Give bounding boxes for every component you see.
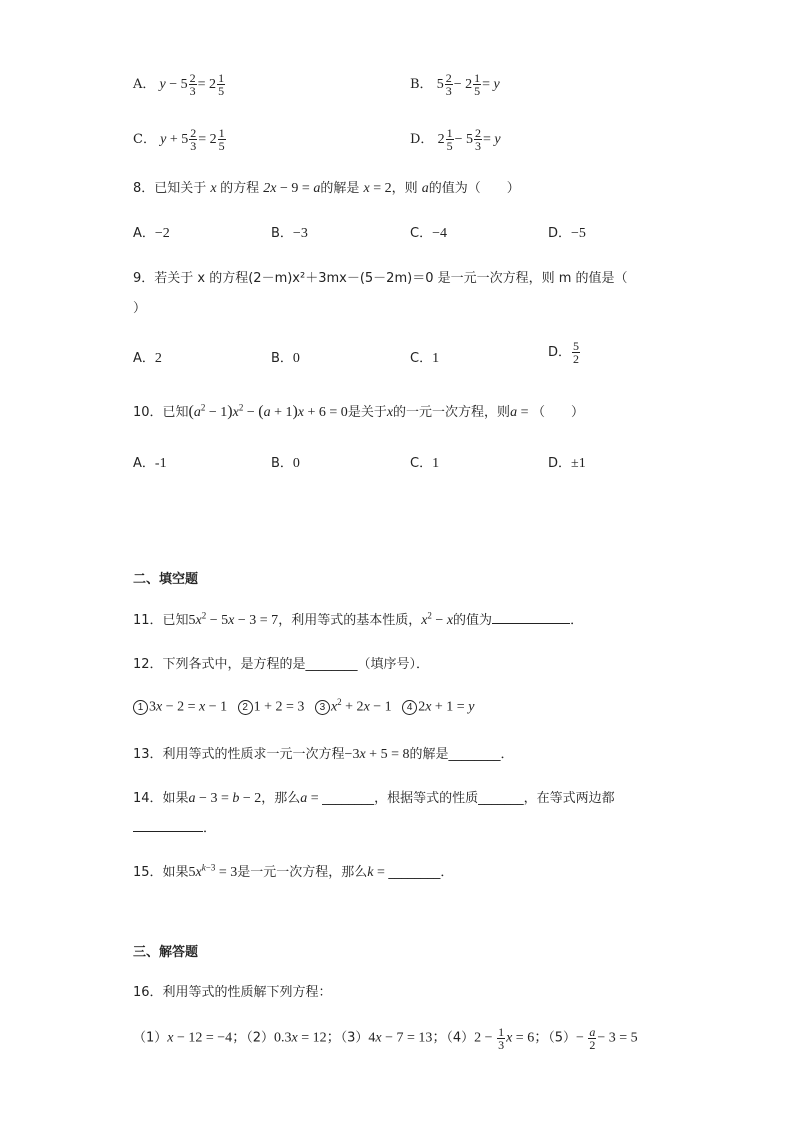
q16: 16．利用等式的性质解下列方程： [133, 985, 332, 1000]
q9-option-b: B．0 [271, 351, 300, 366]
q8-option-c: C．−4 [410, 226, 447, 241]
section-heading-fill-blank: 二、填空题 [133, 572, 199, 587]
q7-option-c: C． y + 5 $\frac{2}{3}$ = 2 $\frac{1}{5}$ [133, 126, 225, 153]
q10-stem: 10．已知$(a^2 - 1)x^2 - (a + 1)x + 6 = 0$是关于x的一元一次方程，则a = （ ） [133, 402, 584, 420]
q10-option-c: C．1 [410, 456, 440, 471]
option-label: C． [133, 132, 156, 147]
q9-stem-line1: 9．若关于 x 的方程(2－m)x²＋3mx－(5－2m)＝0 是一元一次方程，则 m 的值是（ [133, 271, 628, 286]
q9-option-d: D． $\frac{5}{2}$ [548, 339, 580, 366]
q8-option-b: B．−3 [271, 226, 308, 241]
q13: 13．利用等式的性质求一元一次方程−3x + 5 = 8的解是________． [133, 747, 514, 762]
q14-line1: 14．如果a − 3 = b − 2，那么a = ________，根据等式的性质_______，在等式两边都 [133, 791, 615, 806]
option-label: B． [410, 77, 433, 92]
q9-option-a: A．2 [133, 351, 162, 366]
q7-option-a: A． y − 5 $\frac{2}{3}$ = 2 $\frac{1}{5}$ [133, 71, 225, 98]
q12-items: 1 3x − 2 = x − 1 2 1 + 2 = 3 3 $x^2 + 2x - 1$ 4 2x + 1 = y [133, 697, 474, 716]
q16-equations: （1）x − 12 = −4；（2）0.3x = 12；（3）4x − 7 = 13；（4）2 − $\frac{1}{3}$ x = 6；（5）− $\frac{a}{2}$ − 3 = 5 [133, 1025, 638, 1052]
q15: 15．如果$5x^{k-3} = 3$是一元一次方程，那么k = ________． [133, 862, 454, 880]
q7-option-d: D． 2 $\frac{1}{5}$ − 5 $\frac{2}{3}$ = y [410, 126, 501, 153]
q12: 12．下列各式中，是方程的是________（填序号）． [133, 657, 430, 672]
q8-option-a: A．−2 [133, 226, 170, 241]
q10-option-b: B．0 [271, 456, 300, 471]
q10-option-a: A．-1 [133, 456, 167, 471]
q7-option-b: B． 5 $\frac{2}{3}$ − 2 $\frac{1}{5}$ = y [410, 71, 500, 98]
option-label: A． [133, 77, 156, 92]
q9-option-c: C．1 [410, 351, 440, 366]
q11: 11．已知$5x^2 - 5x - 3 = 7$，利用等式的基本性质，$x^2 - x$的值为 ． [133, 610, 584, 628]
q8-stem: 8．已知关于 x 的方程 2x − 9 = a的解是 x = 2，则 a的值为（ ） [133, 181, 520, 196]
q10-option-d: D．±1 [548, 456, 586, 471]
q9-stem-line2: ） [133, 301, 147, 316]
section-heading-answer: 三、解答题 [133, 945, 199, 960]
option-label: D． [410, 132, 434, 147]
q14-line2: ． [133, 817, 216, 836]
q8-option-d: D．−5 [548, 226, 586, 241]
